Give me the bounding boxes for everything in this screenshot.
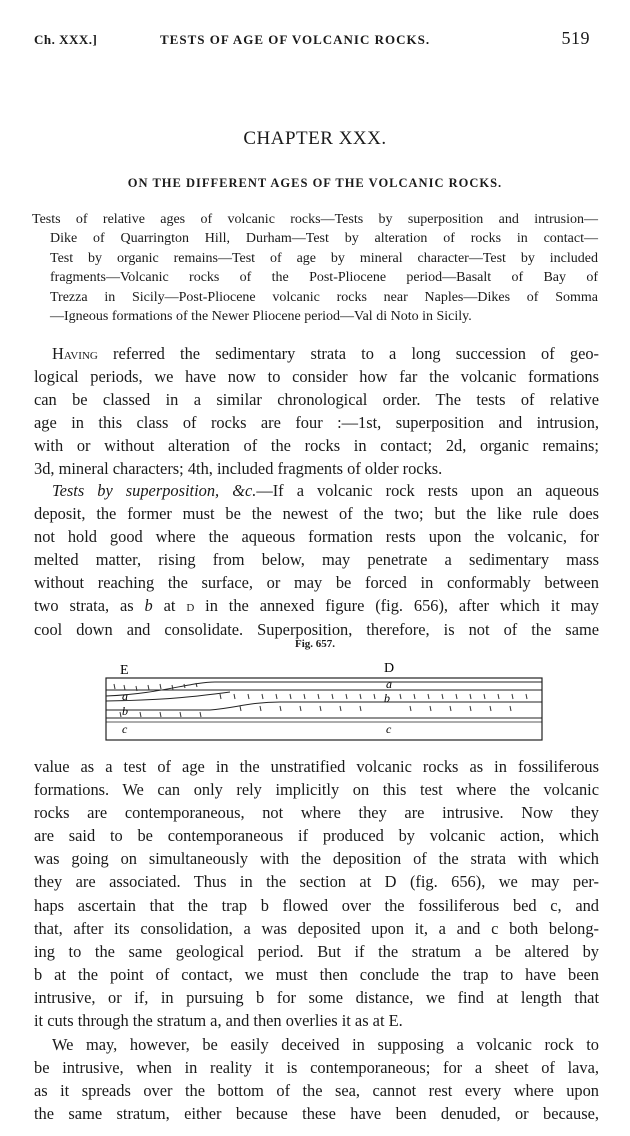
paragraph-3: [34, 755, 599, 1032]
trap-hatching: [114, 683, 527, 717]
label-b-left: b: [122, 704, 128, 718]
text-line: value as a test of age in the unstratified volcanic rocks as in fossiliferous: [34, 757, 599, 776]
section-lead: Tests by superposition, &c.: [52, 481, 257, 500]
paragraph-4: [34, 1033, 599, 1125]
text-line: be intrusive, when in reality it is contemporaneous; for a sheet of lava,: [34, 1058, 599, 1078]
text-line: Tests by superposition, &c.—If a volcanic rock rests upon an aqueous: [52, 481, 599, 500]
figure-caption: Fig. 657.: [294, 638, 336, 650]
text-line: 3d, mineral characters; 4th, included fragments of older rocks.: [34, 459, 443, 479]
text-line: cool down and consolidate. Superposition, therefore, is not of the same: [34, 619, 599, 639]
geological-section-figure: [100, 656, 550, 746]
text-line: ing to the same geological period. But if the stratum a be altered by: [34, 941, 599, 961]
chapter-marker: Ch. XXX.]: [34, 32, 98, 47]
text-line: was going on simultaneously with the deposition of the strata with which: [34, 849, 599, 869]
summary-line: Trezza in Sicily—Post-Pliocene volcanic rocks near Naples—Dikes of Somma: [50, 289, 598, 305]
text-line: b at the point of contact, we must then conclude the trap to have been: [34, 964, 599, 984]
text-line: formations. We can only rely implicitly on this test where the volcanic: [34, 780, 599, 800]
text-line: can be classed in a similar chronological order. The tests of relative: [34, 390, 599, 410]
text-line: age in this class of rocks are four :—1st, superposition and intrusion,: [34, 413, 599, 433]
chapter-summary: [32, 210, 598, 326]
text-line: are said to be contemporaneous if produced by volcanic action, which: [34, 826, 599, 846]
text-line: not hold good where the aqueous formation rests upon the volcanic, for: [34, 527, 599, 547]
summary-line: —Igneous formations of the Newer Pliocene period—Val di Noto in Sicily.: [50, 308, 472, 324]
label-b-right: b: [384, 691, 390, 705]
summary-line: Tests of relative ages of volcanic rocks—Tests by superposition and intrusion—: [32, 212, 598, 227]
text-line: logical periods, we have now to consider how far the volcanic formations: [34, 367, 599, 387]
text-line: melted matter, rising from below, may penetrate a sedimentary mass: [34, 550, 599, 570]
label-a-left: a: [122, 689, 128, 703]
text-line: it cuts through the stratum a, and then overlies it as at E.: [34, 1011, 403, 1031]
summary-line: fragments—Volcanic rocks of the Post-Pliocene period—Basalt of Bay of: [50, 270, 598, 286]
label-d: D: [384, 661, 395, 676]
section-frame: [106, 678, 542, 740]
chapter-title: CHAPTER XXX.: [243, 128, 387, 149]
text-line: deposit, the former must be the newest of the two; but the like rule does: [34, 504, 599, 524]
text-line: two strata, as b at d in the annexed figure (fig. 656), after which it may: [34, 596, 599, 616]
label-c-right: c: [386, 722, 392, 736]
lead-word: Having: [52, 344, 98, 363]
text-line: without reaching the surface, or may be forced in conformably between: [34, 573, 599, 593]
label-e: E: [120, 663, 129, 678]
text-line: with or without alteration of the rocks in contact; 2d, organic remains;: [34, 436, 599, 456]
section-diagram: [100, 656, 550, 746]
running-title: TESTS OF AGE OF VOLCANIC ROCKS.: [160, 32, 431, 47]
chapter-subtitle: ON THE DIFFERENT AGES OF THE VOLCANIC ROCKS.: [127, 176, 503, 190]
text-line: We may, however, be easily deceived in supposing a volcanic rock to: [52, 1035, 599, 1054]
summary-line: Test by organic remains—Test of age by mineral character—Test by included: [50, 250, 598, 266]
trap-lower-boundary: [106, 702, 542, 710]
label-c-left: c: [122, 722, 128, 736]
text-line: Having referred the sedimentary strata to a long succession of geo-: [52, 344, 599, 363]
text-line: haps ascertain that the trap b flowed over the fossiliferous bed c, and: [34, 895, 599, 915]
text-line: rocks are contemporaneous, not where they are intrusive. Now they: [34, 803, 599, 823]
page-number: 519: [561, 28, 590, 48]
text-line: that, after its consolidation, a was deposited upon it, a and c both belong-: [34, 918, 599, 938]
text-line: as it spreads over the bottom of the sea, cannot rest every where upon: [34, 1081, 599, 1101]
running-head: [34, 28, 590, 52]
text-line: they are associated. Thus in the section at D (fig. 656), we may per-: [34, 872, 599, 892]
paragraph-2: [34, 479, 599, 641]
text-line: the same stratum, either because these have been denuded, or because,: [34, 1104, 599, 1124]
summary-line: Dike of Quarrington Hill, Durham—Test by alteration of rocks in contact—: [50, 231, 598, 247]
text-line: intrusive, or if, in pursuing b for some distance, we find at length that: [34, 987, 599, 1007]
trap-upper-boundary: [106, 682, 542, 696]
label-a-right: a: [386, 677, 392, 691]
paragraph-1: [34, 342, 599, 481]
